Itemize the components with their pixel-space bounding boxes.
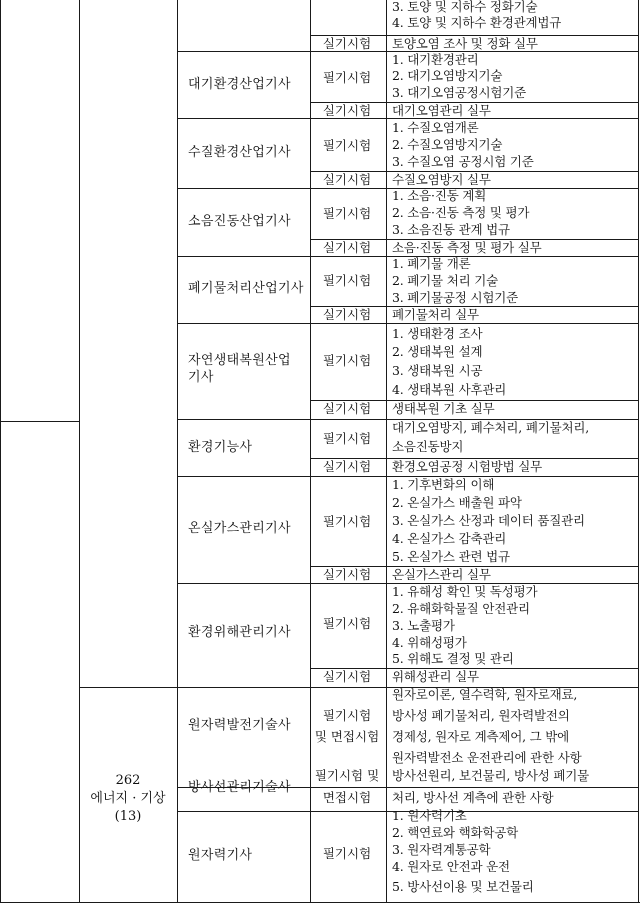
subject-line: 3. 토양 및 지하수 정화기술 bbox=[392, 0, 538, 14]
exam-type-practical: 실기시험 bbox=[322, 567, 372, 582]
subject-line: 처리, 방사선 계측에 관한 사항 bbox=[392, 790, 554, 805]
practical-subject: 수질오염방지 실무 bbox=[392, 172, 491, 187]
subject-line: 5. 온실가스 관련 법규 bbox=[392, 549, 510, 564]
exam-type-written-interview-cont: 및 면접시험 bbox=[314, 729, 380, 744]
qualification-name: 자연생태복원산업 bbox=[188, 353, 291, 368]
subject-line: 4. 위해성평가 bbox=[392, 635, 467, 650]
subject-line: 소음진동방지 bbox=[392, 439, 464, 454]
practical-subject: 대기오염관리 실무 bbox=[392, 103, 491, 118]
qualification-name: 환경기능사 bbox=[188, 440, 253, 455]
qualification-name: 원자력기사 bbox=[188, 848, 253, 863]
subject-line: 3. 소음진동 관계 법규 bbox=[392, 222, 510, 237]
exam-type-written: 필기시험 bbox=[322, 206, 372, 221]
column-divider bbox=[79, 0, 80, 903]
subject-line: 1. 폐기물 개론 bbox=[392, 256, 471, 271]
subject-line: 1. 기후변화의 이해 bbox=[392, 477, 495, 492]
subject-line: 5. 위해도 결정 및 관리 bbox=[392, 651, 514, 666]
subject-line: 1. 소음·진동 계획 bbox=[392, 188, 487, 203]
subject-line: 1. 유해성 확인 및 독성평가 bbox=[392, 584, 538, 599]
subject-line: 3. 온실가스 산정과 데이터 품질관리 bbox=[392, 513, 585, 528]
subject-line: 3. 생태복원 시공 bbox=[392, 363, 483, 378]
exam-type-practical: 실기시험 bbox=[322, 401, 372, 416]
practical-subject: 환경오염공정 시험방법 실무 bbox=[392, 459, 543, 474]
subject-line: 원자력발전소 운전관리에 관한 사항 bbox=[392, 750, 582, 765]
practical-subject: 소음·진동 측정 및 평가 실무 bbox=[392, 240, 542, 255]
exam-type-practical: 실기시험 bbox=[322, 36, 372, 51]
category-total: (13) bbox=[114, 809, 142, 824]
subject-line: 2. 생태복원 설계 bbox=[392, 344, 483, 359]
exam-type-practical: 실기시험 bbox=[322, 307, 372, 322]
subject-line: 2. 대기오염방지기술 bbox=[392, 68, 503, 83]
table-border-right bbox=[638, 0, 639, 903]
qualification-name: 수질환경산업기사 bbox=[188, 145, 291, 160]
subject-line: 1. 대기환경관리 bbox=[392, 52, 479, 67]
exam-type-written: 필기시험 bbox=[322, 431, 372, 446]
qualification-name: 소음진동산업기사 bbox=[188, 214, 291, 229]
exam-type-written: 필기시험 bbox=[322, 846, 372, 861]
subject-line: 3. 대기오염공정시험기준 bbox=[392, 85, 527, 100]
subject-line: 방사선원리, 보건물리, 방사성 폐기물 bbox=[392, 768, 589, 783]
subject-line: 방사성 폐기물처리, 원자력발전의 bbox=[392, 708, 570, 723]
practical-subject: 토양오염 조사 및 정화 실무 bbox=[392, 36, 538, 51]
qualification-name: 방사선관리기술사 bbox=[188, 780, 291, 795]
subject-line: 5. 방사선이용 및 보건물리 bbox=[392, 879, 534, 894]
qualification-name: 환경위해관리기사 bbox=[188, 625, 291, 640]
subject-line: 3. 폐기물공정 시험기준 bbox=[392, 290, 518, 305]
table-border-left bbox=[0, 0, 1, 903]
row-divider bbox=[177, 323, 639, 324]
practical-subject: 폐기물처리 실무 bbox=[392, 307, 479, 322]
subject-line: 2. 폐기물 처리 기술 bbox=[392, 273, 498, 288]
row-divider bbox=[0, 421, 80, 422]
exam-type-written-interview: 필기시험 bbox=[322, 708, 372, 723]
subject-line: 경제성, 원자로 계측제어, 그 밖에 bbox=[392, 729, 570, 744]
exam-type-practical: 실기시험 bbox=[322, 669, 372, 684]
subject-line: 1. 생태환경 조사 bbox=[392, 326, 483, 341]
subject-line: 3. 노출평가 bbox=[392, 618, 455, 633]
subject-line: 4. 토양 및 지하수 환경관계법규 bbox=[392, 15, 562, 30]
exam-type-practical: 실기시험 bbox=[322, 459, 372, 474]
column-divider bbox=[386, 0, 387, 903]
exam-type-written-interview: 필기시험 및 bbox=[314, 768, 380, 783]
column-divider bbox=[177, 0, 178, 903]
exam-type-written: 필기시험 bbox=[322, 273, 372, 288]
exam-type-practical: 실기시험 bbox=[322, 103, 372, 118]
subject-line: 3. 수질오염 공정시험 기준 bbox=[392, 154, 534, 169]
exam-type-written: 필기시험 bbox=[322, 616, 372, 631]
practical-subject: 온실가스관리 실무 bbox=[392, 567, 491, 582]
category-count: 262 bbox=[115, 773, 141, 788]
category-cell bbox=[80, 772, 176, 826]
subject-line: 4. 원자로 안전과 운전 bbox=[392, 859, 510, 874]
exam-type-written-interview-cont: 면접시험 bbox=[322, 790, 372, 805]
subject-line: 4. 생태복원 사후관리 bbox=[392, 382, 507, 397]
exam-type-written: 필기시험 bbox=[322, 514, 372, 529]
qualification-name: 폐기물처리산업기사 bbox=[188, 281, 304, 296]
exam-type-practical: 실기시험 bbox=[322, 172, 372, 187]
qualification-name: 원자력발전기술사 bbox=[188, 718, 291, 733]
subject-line: 1. 수질오염개론 bbox=[392, 120, 479, 135]
subject-line: 2. 수질오염방지기술 bbox=[392, 137, 503, 152]
subject-line: 원자로이론, 열수력학, 원자로재료, bbox=[392, 687, 578, 702]
practical-subject: 생태복원 기초 실무 bbox=[392, 401, 495, 416]
subject-line: 4. 온실가스 감축관리 bbox=[392, 531, 507, 546]
exam-type-practical: 실기시험 bbox=[322, 240, 372, 255]
subject-line: 2. 소음·진동 측정 및 평가 bbox=[392, 205, 530, 220]
subject-line: 3. 원자력계통공학 bbox=[392, 842, 491, 857]
qualification-name-cont: 기사 bbox=[188, 370, 214, 385]
exam-type-written: 필기시험 bbox=[322, 70, 372, 85]
subject-line: 1. 원자력기초 bbox=[392, 808, 467, 823]
qualification-name: 대기환경산업기사 bbox=[188, 77, 291, 92]
subject-line: 2. 온실가스 배출원 파악 bbox=[392, 495, 522, 510]
exam-type-written: 필기시험 bbox=[322, 353, 372, 368]
column-divider bbox=[310, 0, 311, 903]
practical-subject: 위해성관리 실무 bbox=[392, 669, 479, 684]
subject-line: 2. 핵연료와 핵화학공학 bbox=[392, 825, 518, 840]
qualification-name: 온실가스관리기사 bbox=[188, 521, 291, 536]
subject-line: 대기오염방지, 폐수처리, 폐기물처리, bbox=[392, 420, 589, 435]
category-name: 에너지 · 기상 bbox=[90, 791, 166, 806]
exam-type-written: 필기시험 bbox=[322, 138, 372, 153]
subject-line: 2. 유해화학물질 안전관리 bbox=[392, 601, 530, 616]
